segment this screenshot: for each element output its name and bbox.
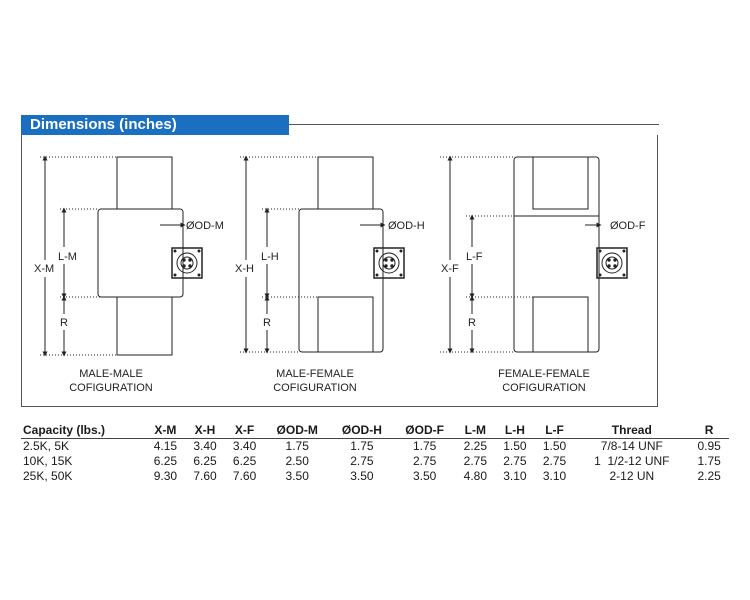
table-cell: 25K, 50K bbox=[23, 469, 73, 483]
caption-male-male-line2: COFIGURATION bbox=[69, 382, 153, 394]
table-cell: 6.25 bbox=[232, 454, 257, 468]
table-cell: 7.60 bbox=[232, 469, 257, 483]
caption-male-male-line1: MALE-MALE bbox=[79, 368, 143, 380]
overall-label-male-male: X-M bbox=[34, 263, 55, 275]
table-cell: 6.25 bbox=[153, 454, 178, 468]
table-cell: 2-12 UN bbox=[609, 469, 655, 483]
table-cell: 3.50 bbox=[350, 469, 374, 483]
body-male-female bbox=[299, 209, 383, 352]
table-cell: 10K, 15K bbox=[23, 454, 73, 468]
table-cell: 3.50 bbox=[285, 469, 309, 483]
caption-female-female-line1: FEMALE-FEMALE bbox=[498, 368, 590, 380]
table-row bbox=[21, 454, 729, 469]
table-cell: 3.40 bbox=[232, 439, 257, 453]
r-label-male-male: R bbox=[60, 317, 68, 329]
table-cell: 2.75 bbox=[412, 454, 437, 468]
col-x-h: X-H bbox=[185, 422, 225, 439]
table-cell: 1.75 bbox=[697, 454, 721, 468]
overall-label-female-female: X-F bbox=[441, 263, 459, 275]
connector-icon bbox=[172, 248, 202, 278]
table-cell: 3.10 bbox=[542, 469, 567, 483]
r-label-female-female: R bbox=[468, 317, 476, 329]
col-thread: Thread bbox=[574, 422, 689, 439]
table-cell: 3.50 bbox=[412, 469, 437, 483]
table-cell: 4.80 bbox=[463, 469, 487, 483]
col-l-m: L-M bbox=[456, 422, 496, 439]
table-cell: 2.50 bbox=[285, 454, 309, 468]
length-label-male-female: L-H bbox=[261, 251, 279, 263]
table-cell: 0.95 bbox=[697, 439, 721, 453]
body-female-female bbox=[514, 157, 599, 352]
table-cell: 2.75 bbox=[542, 454, 567, 468]
table-cell: 1.75 bbox=[412, 439, 437, 453]
table-cell: 2.75 bbox=[503, 454, 527, 468]
table-header-row bbox=[21, 422, 729, 439]
body-male-male bbox=[98, 209, 183, 297]
r-label-male-female: R bbox=[263, 317, 271, 329]
col-od-m: ØOD-M bbox=[264, 422, 330, 439]
table-cell: 1.75 bbox=[285, 439, 309, 453]
od-label-male-female: ØOD-H bbox=[388, 220, 425, 232]
table-cell: 2.25 bbox=[697, 469, 721, 483]
od-label-female-female: ØOD-F bbox=[610, 220, 646, 232]
table-cell: 1.50 bbox=[542, 439, 567, 453]
overall-label-male-female: X-H bbox=[235, 263, 254, 275]
table-cell: 2.75 bbox=[350, 454, 374, 468]
table-cell: 1 1/2-12 UNF bbox=[594, 454, 670, 468]
table-cell: 4.15 bbox=[153, 439, 178, 453]
col-od-f: ØOD-F bbox=[394, 422, 456, 439]
connector-icon bbox=[374, 248, 404, 278]
table-cell: 2.5K, 5K bbox=[23, 439, 70, 453]
table-cell: 2.75 bbox=[463, 454, 487, 468]
table-row bbox=[21, 439, 729, 455]
table-cell: 7.60 bbox=[193, 469, 217, 483]
col-r: R bbox=[689, 422, 729, 439]
length-label-female-female: L-F bbox=[466, 251, 483, 263]
table-cell: 1.75 bbox=[350, 439, 374, 453]
caption-male-female-line2: COFIGURATION bbox=[273, 382, 357, 394]
table-cell: 3.40 bbox=[193, 439, 217, 453]
table-cell: 1.50 bbox=[503, 439, 527, 453]
table-cell: 2.25 bbox=[463, 439, 487, 453]
dimensions-table bbox=[21, 422, 729, 484]
od-label-male-male: ØOD-M bbox=[186, 220, 224, 232]
col-x-f: X-F bbox=[225, 422, 265, 439]
caption-female-female-line2: COFIGURATION bbox=[502, 382, 586, 394]
col-l-f: L-F bbox=[535, 422, 575, 439]
table-cell: 7/8-14 UNF bbox=[600, 439, 663, 453]
connector-icon bbox=[597, 248, 627, 278]
table-cell: 3.10 bbox=[503, 469, 527, 483]
col-capacity: Capacity (lbs.) bbox=[21, 422, 146, 439]
col-l-h: L-H bbox=[495, 422, 535, 439]
table-row bbox=[21, 469, 729, 484]
table-cell: 6.25 bbox=[193, 454, 217, 468]
table-cell: 9.30 bbox=[153, 469, 178, 483]
col-x-m: X-M bbox=[146, 422, 186, 439]
col-od-h: ØOD-H bbox=[330, 422, 394, 439]
dimensions-title: Dimensions (inches) bbox=[30, 116, 177, 133]
caption-male-female-line1: MALE-FEMALE bbox=[276, 368, 354, 380]
length-label-male-male: L-M bbox=[58, 251, 77, 263]
